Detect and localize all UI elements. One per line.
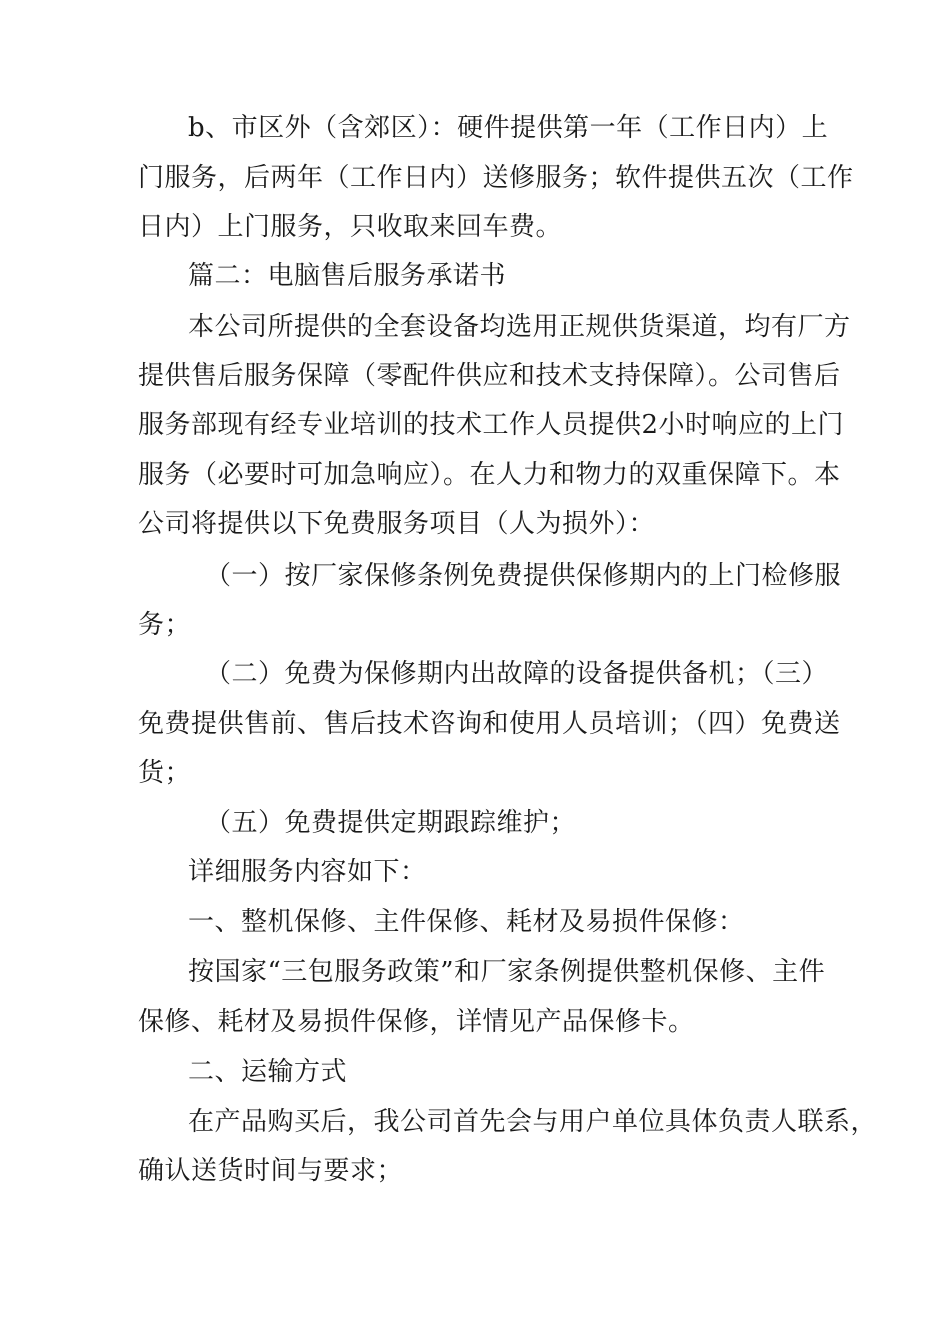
text-line: （五）免费提供定期跟踪维护； (205, 808, 577, 838)
text-line: 货； (138, 758, 192, 788)
text-line: 日内）上门服务，只收取来回车费。 (138, 212, 563, 242)
text-line: 务； (138, 610, 192, 640)
text-line: 二、运输方式 (188, 1057, 348, 1087)
text-line: 提供售后服务保障（零配件供应和技术支持保障）。公司售后 (138, 361, 841, 391)
text-line: （二）免费为保修期内出故障的设备提供备机；（三） (205, 659, 829, 689)
text-line: 保修、耗材及易损件保修，详情见产品保修卡。 (138, 1007, 695, 1037)
text-line: 免费提供售前、售后技术咨询和使用人员培训；（四）免费送 (138, 709, 841, 739)
text-line: 服务（必要时可加急响应）。在人力和物力的双重保障下。本 (138, 460, 841, 490)
text-line: 按国家“三包服务政策”和厂家条例提供整机保修、主件 (188, 957, 826, 987)
text-line: 服务部现有经专业培训的技术工作人员提供2小时响应的上门 (138, 410, 845, 440)
text-line: b、市区外（含郊区）：硬件提供第一年（工作日内）上 (188, 113, 829, 143)
text-line: 在产品购买后，我公司首先会与用户单位具体负责人联系， (188, 1107, 878, 1137)
section-heading: 篇二：电脑售后服务承诺书 (188, 261, 507, 291)
text-line: 一、整机保修、主件保修、耗材及易损件保修： (188, 907, 745, 937)
text-line: （一）按厂家保修条例免费提供保修期内的上门检修服 (205, 561, 842, 591)
text-line: 详细服务内容如下： (188, 857, 427, 887)
text-line: 确认送货时间与要求； (138, 1156, 404, 1186)
text-line: 公司将提供以下免费服务项目（人为损外）： (138, 509, 656, 539)
text-line: 门服务，后两年（工作日内）送修服务；软件提供五次（工作 (138, 163, 854, 193)
text-line: 本公司所提供的全套设备均选用正规供货渠道，均有厂方 (188, 312, 851, 342)
